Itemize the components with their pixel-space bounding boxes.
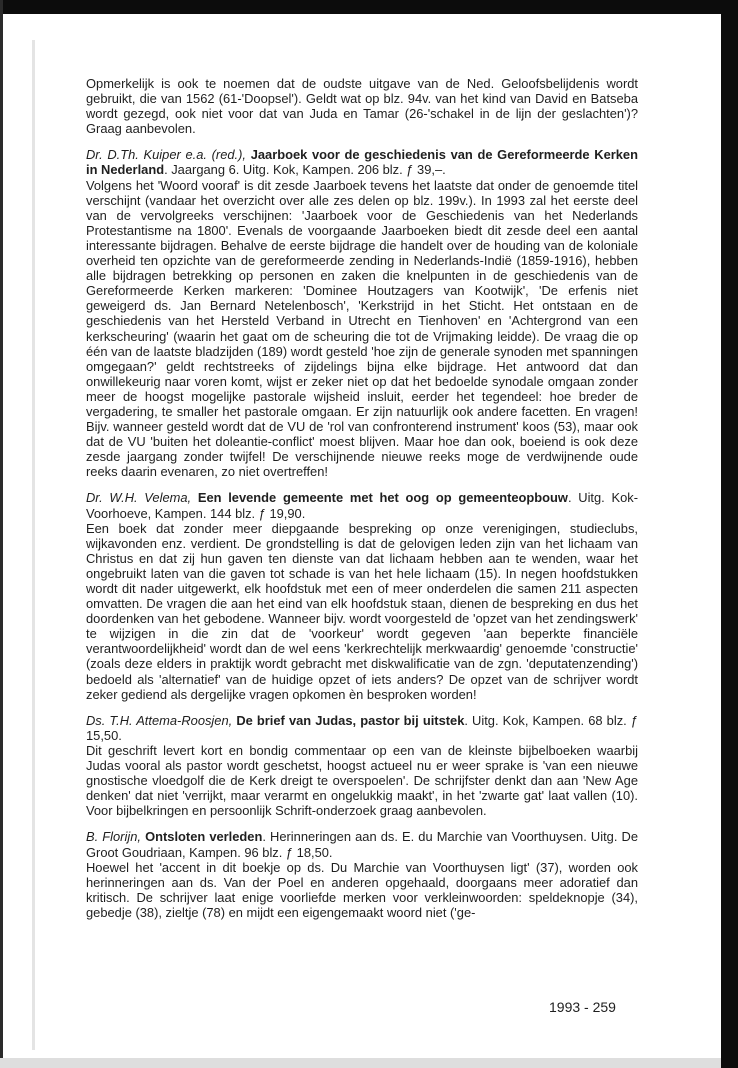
intro-paragraph: Opmerkelijk is ook te noemen dat de oudste uitgave van de Ned. Geloofsbelijdenis wordt gebruikt, die van 1562 (61-'Doopsel'). Geldt wat op blz. 94v. van het kind van David en Batseba wordt gezegd, ook niet voor dat van Juda en Tamar (26-'schakel in de lijn der geslachten')? Graag aanbevolen. xyxy=(86,76,638,137)
entry-publication: . Jaargang 6. Uitg. Kok, Kampen. 206 blz. ƒ 39,–. xyxy=(164,162,446,178)
entry-body: Een boek dat zonder meer diepgaande bespreking op onze verenigingen, studieclubs, wijkavonden enz. verdient. De grondstelling is dat de gelovigen leden zijn van het lichaam van Christus en dat zij hun gaven ten dienste van dat lichaam hebben aan te wenden, waar het ongebruikt laten van die gaven tot schade is van het hele lichaam (15). In negen hoofdstukken wordt dit nader uitgewerkt, elk hoofdstuk met een of meer onderdelen die samen 211 aspecten omvatten. De vragen die aan het eind van elk hoofdstuk staan, dienen de bespreking en dus het doordenken van het gebodene. Wanneer bijv. wordt voorgesteld de 'opzet van het zendingswerk' te wijzigen in die zin dat de 'voorkeur' wordt gegeven 'aan beperkte financiële verantwoordelijkheid' wordt dan de wel eens 'kerkrechtelijk merkwaardig' genoemde 'constructie' (zoals deze elders in praktijk wordt gebracht met diskwalificatie van de zgn. 'deputatenzending') bedoeld als 'alternatief' van de huidige opzet of iets anders? De opzet van de schrijver wordt zeker gediend als dergelijke vragen opkomen èn besproken worden! xyxy=(86,520,638,702)
entry-author: Dr. D.Th. Kuiper e.a. (red.), xyxy=(86,147,247,163)
review-entry-ontsloten-verleden xyxy=(86,829,638,920)
review-entry-brief-van-judas xyxy=(86,713,638,819)
entry-author: B. Florijn, xyxy=(86,829,141,845)
entry-heading xyxy=(86,147,638,177)
page-content xyxy=(86,76,638,931)
entry-publication: . Herinneringen aan ds. E. du Marchie van Voorthuysen. Uitg. De Groot Goudriaan, Kampen. 96 blz. ƒ 18,50. xyxy=(86,829,638,860)
entry-body: Hoewel het 'accent in dit boekje op ds. Du Marchie van Voorthuysen ligt' (37), worden ook herinneringen aan ds. Van der Poel en anderen opgehaald, doorgaans meer adoratief dan kritisch. De schrijver laat enige voorliefde merken voor verkleinwoorden: speldeknopje (34), gebedje (38), zieltje (78) en mijdt een eigengemaakt woord niet ('ge- xyxy=(86,859,638,920)
entry-title: Jaarboek voor de geschiedenis van de Gereformeerde Kerken in Nederland xyxy=(86,147,638,178)
entry-heading xyxy=(86,490,638,520)
entry-body: Dit geschrift levert kort en bondig commentaar op een van de kleinste bijbelboeken waarbij Judas vooral als pastor wordt geschetst, hoogst actueel nu er weer sprake is 'van een nieuwe gnostische vloedgolf die de Kerk dreigt te overspoelen'. De schrijfster denkt dan aan 'New Age denken' dat niet 'verrijkt, maar verarmt en ongelukkig maakt', in het 'zwarte gat' laat vallen (10). Voor bijbelkringen en persoonlijk Schrift-onderzoek graag aanbevolen. xyxy=(86,742,638,819)
scan-right-border xyxy=(721,0,738,1068)
entry-heading xyxy=(86,829,638,859)
page-number: 1993 - 259 xyxy=(549,999,616,1015)
entry-title: De brief van Judas, pastor bij uitstek xyxy=(236,712,465,728)
entry-heading xyxy=(86,713,638,743)
entry-title: Een levende gemeente met het oog op gemeenteopbouw xyxy=(197,490,568,506)
page-fold-shadow xyxy=(32,40,35,1050)
review-entry-jaarboek xyxy=(86,147,638,479)
review-entry-levende-gemeente xyxy=(86,490,638,701)
entry-publication: . Uitg. Kok, Kampen. 68 blz. ƒ 15,50. xyxy=(86,712,638,743)
entry-title: Ontsloten verleden xyxy=(145,829,263,845)
scan-top-border xyxy=(0,0,738,14)
entry-author: Ds. T.H. Attema-Roosjen, xyxy=(86,712,233,728)
scan-bottom-shade xyxy=(0,1058,721,1068)
entry-author: Dr. W.H. Velema, xyxy=(86,490,192,506)
entry-publication: . Uitg. Kok-Voorhoeve, Kampen. 144 blz. ƒ 19,90. xyxy=(86,490,638,521)
entry-body: Volgens het 'Woord vooraf' is dit zesde Jaarboek tevens het laatste dat onder de genoemde titel verschijnt (vandaar het overzicht over alle zes delen op blz. 199v.). In 1993 zal het eerste deel van de vervolgreeks verschijnen: 'Jaarboek voor de Geschiedenis van het Nederlands Protestantisme na 1800'. Evenals de voorgaande Jaarboeken biedt dit zesde deel een aantal interessante bijdragen. Behalve de eerste bijdrage die handelt over de houding van de koloniale overheid ten opzichte van de gereformeerde zending in Nederlands-Indië (1859-1916), hebben alle bijdragen betrekking op personen en zaken die knelpunten in de geschiedenis van de Gereformeerde Kerken markeren: 'Dominee Houtzagers van Kootwijk', 'De erfenis niet geweigerd ds. Jan Bernard Netelenbosch', 'Kerkstrijd in het Sticht. Het ontstaan en de geschiedenis van het Hersteld Verband in Utrecht en Tienhoven' en 'Achtergrond van een kerkscheuring' (waarin het gaat om de scheuring die tot de Vrijmaking leidde). De vraag die op één van de laatste bladzijden (189) wordt gesteld 'hoe zijn de generale synoden met spanningen omgegaan?' geldt rechtstreeks of zijdelings bijna elke bijdrage. Het antwoord dat dan onwillekeurig naar voren komt, wijst er zeker niet op dat het bedoelde synodale omgaan zonder meer de hoogst mogelijke pastorale wijsheid insluit, eerder het tegendeel: hoe breder de vergadering, te smaller het pastorale omgaan. Er zijn natuurlijk ook andere facetten. En vragen! Bijv. wanneer gesteld wordt dat de VU de 'rol van confronterend instrument' koos (53), maar ook dat de VU 'buiten het doleantie-conflict' moest blijven. Maar hoe dan ook, boeiend is ook deze zesde jaargang zonder twijfel! De verschijnende nieuwe reeks moge de verdwijnende oude reeks daarin evenaren, zo niet overtreffen! xyxy=(86,177,638,480)
scan-left-edge xyxy=(0,0,3,1068)
